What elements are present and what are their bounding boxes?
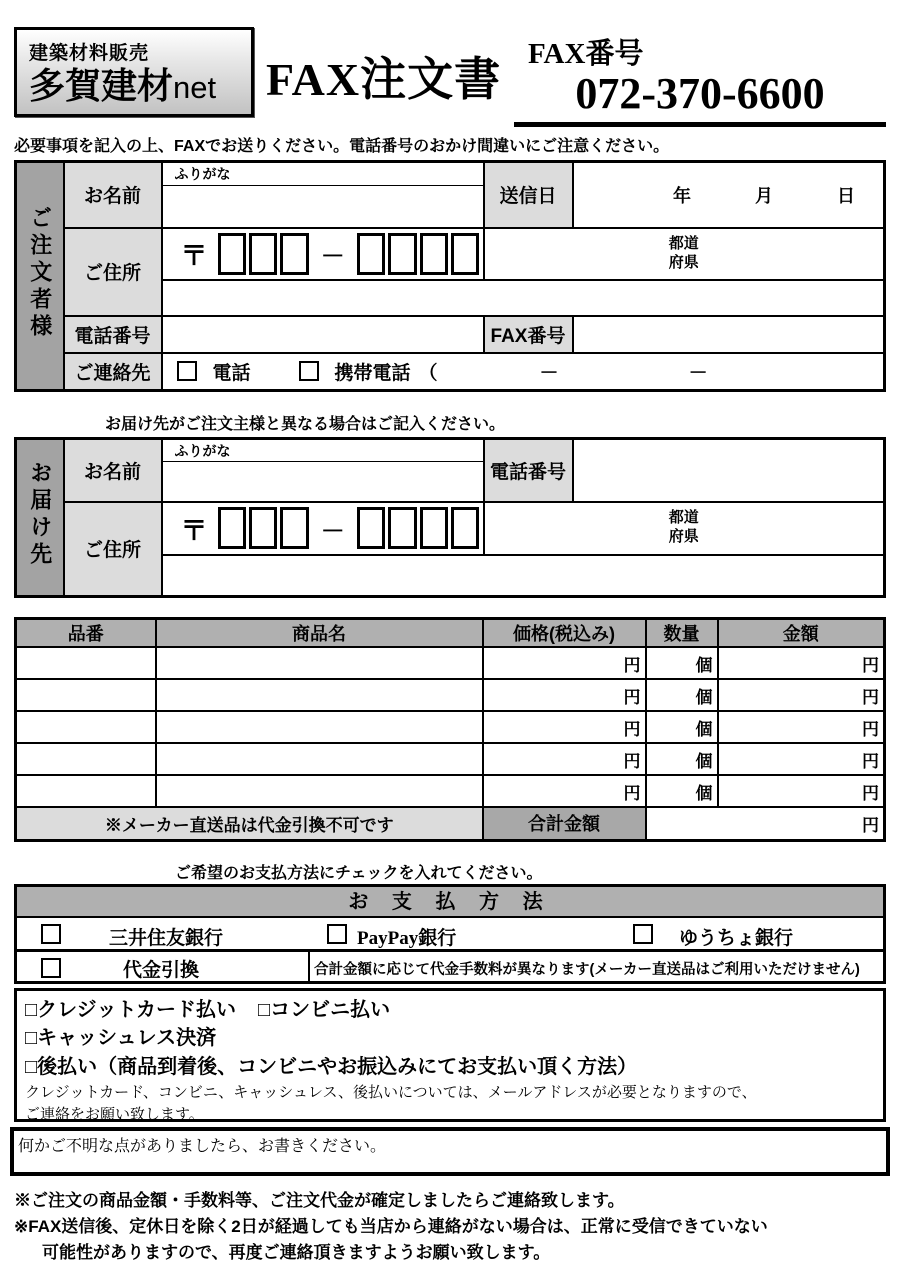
- remarks-label: 何かご不明な点がありましたら、お書きください。: [18, 1138, 387, 1155]
- postal-mark: 〒: [180, 241, 208, 271]
- orderer-postal-field[interactable]: [162, 228, 484, 280]
- payment-caption: ご希望のお支払方法にチェックを入れてください。: [175, 865, 543, 882]
- postal-digit-box[interactable]: [451, 233, 479, 275]
- col-header-item-code: 品番: [16, 619, 156, 648]
- item-name-field[interactable]: [156, 711, 483, 743]
- phone-option-label: 電話: [212, 362, 251, 384]
- cod-checkbox[interactable]: [41, 958, 61, 978]
- postal-digit-box[interactable]: [357, 233, 385, 275]
- delivery-postal-field[interactable]: [162, 502, 484, 555]
- delivery-furigana-field[interactable]: ふりがな: [162, 439, 484, 462]
- payment-method-header: お 支 払 方 法: [17, 887, 883, 918]
- orderer-name-label: お名前: [64, 162, 162, 228]
- postal-digit-box[interactable]: [249, 507, 277, 549]
- amount-field[interactable]: 円: [718, 679, 885, 711]
- other-payment-box: [14, 988, 886, 1122]
- delivery-table: [14, 437, 886, 598]
- amount-field[interactable]: 円: [718, 743, 885, 775]
- logo-shop-name: 多賀建材net: [29, 65, 217, 106]
- price-field[interactable]: 円: [483, 679, 646, 711]
- amount-field[interactable]: 円: [718, 775, 885, 807]
- bank2-label: PayPay銀行: [357, 928, 457, 949]
- bank3-label: ゆうちょ銀行: [679, 928, 794, 949]
- postal-digit-box[interactable]: [218, 507, 246, 549]
- postal-digit-box[interactable]: [280, 233, 308, 275]
- cashless-option[interactable]: □キャッシュレス決済: [25, 1027, 217, 1050]
- postal-digit-box[interactable]: [357, 507, 385, 549]
- postal-digit-box[interactable]: [388, 233, 416, 275]
- orderer-phone-field[interactable]: [162, 316, 484, 353]
- price-field[interactable]: 円: [483, 711, 646, 743]
- orderer-band: ご注文者様: [16, 162, 64, 391]
- delivery-name-field[interactable]: [162, 462, 484, 502]
- contact-method-label: ご連絡先: [64, 353, 162, 391]
- item-name-field[interactable]: [156, 647, 483, 679]
- products-table: [14, 617, 886, 842]
- send-date-field[interactable]: [573, 162, 885, 228]
- logo-suffix: net: [173, 70, 217, 105]
- delivery-phone-label: 電話番号: [484, 439, 573, 502]
- cod-row: [17, 952, 883, 984]
- mobile-checkbox[interactable]: [299, 361, 319, 381]
- fax-number-label: FAX番号: [528, 38, 644, 70]
- qty-field[interactable]: 個: [646, 775, 718, 807]
- number-dash: －: [688, 362, 708, 384]
- delivery-address-label: ご住所: [64, 502, 162, 597]
- header: [14, 27, 886, 119]
- deferred-payment-option[interactable]: □後払い（商品到着後、コンビニやお振込みにてお支払い頂く方法）: [25, 1055, 638, 1078]
- fax-number-value: 072-370-6600: [514, 72, 886, 127]
- price-field[interactable]: 円: [483, 647, 646, 679]
- delivery-address-field[interactable]: [162, 555, 885, 597]
- shop-logo: [14, 27, 254, 117]
- delivery-prefecture-cell[interactable]: 都道 府県: [484, 502, 885, 555]
- number-dash: －: [539, 362, 559, 384]
- orderer-fax-field[interactable]: [573, 316, 885, 353]
- payment-method-box: [14, 884, 886, 984]
- konbini-option[interactable]: □コンビニ払い: [257, 999, 391, 1021]
- item-name-field[interactable]: [156, 743, 483, 775]
- orderer-table: [14, 160, 886, 392]
- postal-digit-box[interactable]: [420, 233, 448, 275]
- mobile-option-label: 携帯電話: [334, 362, 411, 384]
- item-name-field[interactable]: [156, 679, 483, 711]
- orderer-address-field[interactable]: [162, 280, 885, 316]
- delivery-band: お届け先: [16, 439, 64, 597]
- cod-label: 代金引換: [123, 959, 200, 981]
- postal-digit-box[interactable]: [249, 233, 277, 275]
- postal-dash: －: [320, 243, 345, 270]
- postal-digit-box[interactable]: [420, 507, 448, 549]
- postal-digit-box[interactable]: [451, 507, 479, 549]
- qty-field[interactable]: 個: [646, 743, 718, 775]
- col-header-qty: 数量: [646, 619, 718, 648]
- orderer-prefecture-cell[interactable]: 都道 府県: [484, 228, 885, 280]
- postal-digit-box[interactable]: [280, 507, 308, 549]
- form-instruction: 必要事項を記入の上、FAXでお送りください。電話番号のおかけ間違いにご注意ください。: [14, 138, 670, 155]
- bank1-label: 三井住友銀行: [109, 928, 224, 949]
- item-name-field[interactable]: [156, 775, 483, 807]
- contact-method-field: [162, 353, 885, 391]
- direct-shipping-note: ※メーカー直送品は代金引換不可です: [16, 807, 483, 840]
- orderer-fax-label: FAX番号: [484, 316, 573, 353]
- phone-checkbox[interactable]: [177, 361, 197, 381]
- delivery-name-label: お名前: [64, 439, 162, 502]
- send-date-label: 送信日: [484, 162, 573, 228]
- postal-digit-box[interactable]: [218, 233, 246, 275]
- price-field[interactable]: 円: [483, 775, 646, 807]
- item-code-field[interactable]: [16, 711, 156, 743]
- month-label: 月: [755, 185, 773, 206]
- item-code-field[interactable]: [16, 743, 156, 775]
- logo-tagline: 建築材料販売: [29, 43, 150, 64]
- price-field[interactable]: 円: [483, 743, 646, 775]
- orderer-name-field[interactable]: [162, 186, 484, 228]
- orderer-furigana-field[interactable]: ふりがな: [162, 162, 484, 186]
- credit-card-line: [25, 996, 873, 1024]
- total-amount-field[interactable]: 円: [646, 807, 885, 840]
- postal-dash: －: [320, 517, 345, 545]
- email-required-note: クレジットカード、コンビニ、キャッシュレス、後払いについては、メールアドレスが必要となりますので、 ご連絡をお願い致します。: [25, 1085, 757, 1123]
- bank1-checkbox[interactable]: [41, 924, 61, 944]
- year-label: 年: [673, 185, 691, 206]
- delivery-caption: お届け先がご注文主様と異なる場合はご記入ください。: [105, 416, 506, 433]
- orderer-phone-label: 電話番号: [64, 316, 162, 353]
- cod-note: 合計金額に応じて代金手数料が異なります(メーカー直送品はご利用いただけません): [314, 961, 860, 978]
- item-code-field[interactable]: [16, 679, 156, 711]
- remarks-field[interactable]: [10, 1127, 890, 1176]
- footer-note-3: 可能性がありますので、再度ご連絡頂きますようお願い致します。: [42, 1243, 551, 1262]
- footer-note-2: ※FAX送信後、定休日を除く2日が経過しても当店から連絡がない場合は、正常に受信できていない: [14, 1217, 768, 1236]
- bank3-checkbox[interactable]: [633, 924, 653, 944]
- qty-field[interactable]: 個: [646, 647, 718, 679]
- delivery-phone-field[interactable]: [573, 439, 885, 502]
- qty-field[interactable]: 個: [646, 679, 718, 711]
- paren-mark: （: [418, 362, 438, 384]
- orderer-address-label: ご住所: [64, 228, 162, 316]
- footer-note-1: ※ご注文の商品金額・手数料等、ご注文代金が確定しましたらご連絡致します。: [14, 1191, 625, 1210]
- col-header-item-name: 商品名: [156, 619, 483, 648]
- bank-options-row: [17, 918, 883, 952]
- postal-mark: 〒: [180, 515, 208, 546]
- col-header-price: 価格(税込み): [483, 619, 646, 648]
- page-title: FAX注文書: [266, 54, 502, 105]
- bank2-checkbox[interactable]: [327, 924, 347, 944]
- day-label: 日: [837, 185, 855, 206]
- amount-field[interactable]: 円: [718, 647, 885, 679]
- item-code-field[interactable]: [16, 647, 156, 679]
- postal-digit-box[interactable]: [388, 507, 416, 549]
- credit-card-option[interactable]: □クレジットカード払い: [25, 999, 236, 1021]
- qty-field[interactable]: 個: [646, 711, 718, 743]
- fax-number-block: [514, 31, 886, 127]
- col-header-amount: 金額: [718, 619, 885, 648]
- amount-field[interactable]: 円: [718, 711, 885, 743]
- item-code-field[interactable]: [16, 775, 156, 807]
- total-label: 合計金額: [483, 807, 646, 840]
